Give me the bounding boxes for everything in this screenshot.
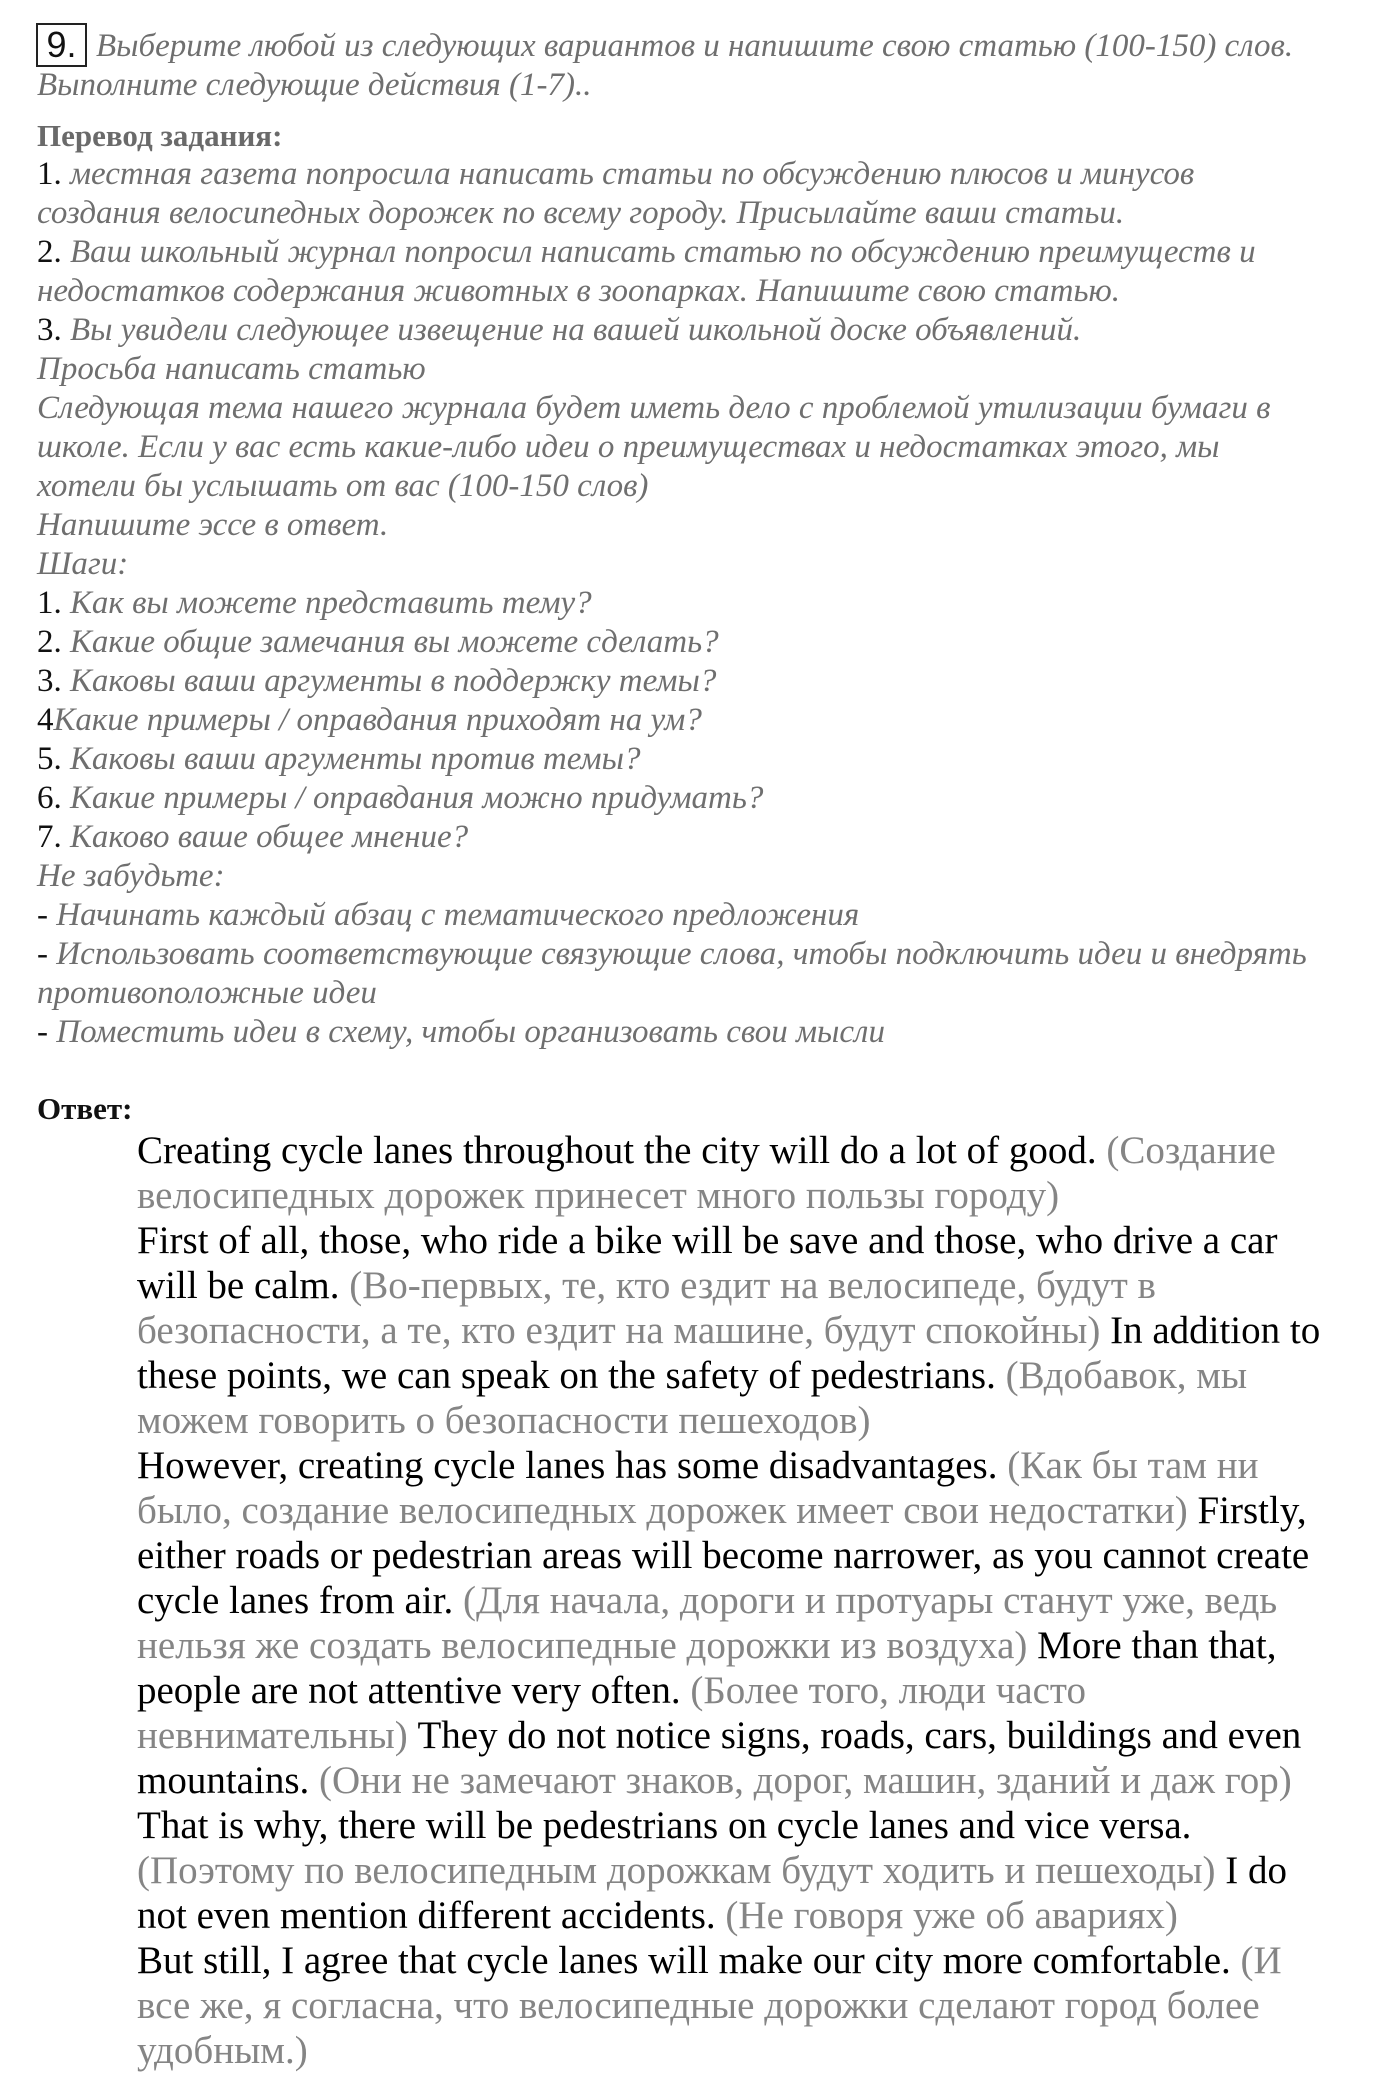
- option-line: [37, 311, 1377, 350]
- english-text: will be calm.: [137, 1264, 340, 1307]
- reminder-dash: -: [37, 897, 48, 933]
- answer-line: [137, 1488, 1377, 1533]
- instruction-line: Выполните следующие действия (1-7)..: [37, 67, 592, 103]
- english-text: That is why, there will be pedestrians on cycle lanes and vice versa.: [137, 1804, 1192, 1847]
- english-text: either roads or pedestrian areas will become narrower, as you cannot create: [137, 1534, 1310, 1577]
- translation-text: (Вдобавок, мы: [1005, 1354, 1248, 1397]
- english-text: Firstly,: [1197, 1489, 1307, 1532]
- notice-text-line: Следующая тема нашего журнала будет иметь дело с проблемой утилизации бумаги в: [37, 390, 1271, 426]
- option-text: Ваш школьный журнал попросил написать статью по обсуждению преимуществ и: [70, 234, 1256, 270]
- reminder-line: [37, 935, 1377, 974]
- step-text: Как вы можете представить тему?: [70, 585, 592, 621]
- translation-text: невнимательны): [137, 1714, 408, 1757]
- instruction-line: Выберите любой из следующих вариантов и напишите свою статью (100-150) слов.: [96, 28, 1294, 64]
- answer-line: [137, 1803, 1377, 1848]
- step-line: [37, 623, 1377, 662]
- option-text: Вы увидели следующее извещение на вашей школьной доске объявлений.: [70, 312, 1082, 348]
- option-line: [37, 233, 1377, 272]
- step-line: [37, 779, 1377, 818]
- step-number: 7.: [37, 819, 62, 855]
- answer-line: [137, 1668, 1377, 1713]
- answer-line: [137, 1173, 1377, 1218]
- reminder-text: Начинать каждый абзац с тематического предложения: [56, 897, 860, 933]
- step-text: Каковы ваши аргументы против темы?: [70, 741, 641, 777]
- option-text: недостатков содержания животных в зоопарках. Напишите свою статью.: [37, 273, 1120, 309]
- translation-text: было, создание велосипедных дорожек имеет свои недостатки): [137, 1489, 1188, 1532]
- answer-line: [137, 1983, 1377, 2028]
- step-number: 2.: [37, 624, 62, 660]
- translation-text: (Во-первых, те, кто ездит на велосипеде, будут в: [349, 1264, 1156, 1307]
- option-line: [37, 155, 1377, 194]
- english-text: mountains.: [137, 1759, 310, 1802]
- answer-section: [137, 1128, 1377, 2073]
- step-text: Какие примеры / оправдания приходят на ум?: [53, 702, 702, 738]
- translation-heading: Перевод задания:: [37, 118, 283, 153]
- option-number: 2.: [37, 234, 62, 270]
- reminder-heading: Не забудьте:: [37, 858, 225, 894]
- answer-line: [137, 1938, 1377, 1983]
- answer-paragraph: [137, 1443, 1377, 1938]
- answer-line: [137, 1848, 1377, 1893]
- answer-line: [137, 1533, 1377, 1578]
- translation-text: (Более того, люди часто: [690, 1669, 1086, 1712]
- option-text: местная газета попросила написать статьи по обсуждению плюсов и минусов: [70, 156, 1195, 192]
- answer-line: [137, 1623, 1377, 1668]
- reminder-text: Использовать соответствующие связующие слова, чтобы подключить идеи и внедрять: [56, 936, 1307, 972]
- answer-paragraph: [137, 1938, 1377, 2073]
- english-text: However, creating cycle lanes has some disadvantages.: [137, 1444, 998, 1487]
- translation-text: (Не говоря уже об авариях): [725, 1894, 1178, 1937]
- translation-text: велосипедных дорожек принесет много пользы городу): [137, 1174, 1060, 1217]
- answer-line: [137, 1398, 1377, 1443]
- answer-line: [137, 1353, 1377, 1398]
- answer-line: [137, 1893, 1377, 1938]
- answer-line: [137, 1443, 1377, 1488]
- english-text: In addition to: [1110, 1309, 1321, 1352]
- notice-text-line: школе. Если у вас есть какие-либо идеи о преимуществах и недостатках этого, мы: [37, 429, 1220, 465]
- english-text: not even mention different accidents.: [137, 1894, 716, 1937]
- reminder-line: [37, 1013, 1377, 1052]
- english-text: First of all, those, who ride a bike will be save and those, who drive a car: [137, 1219, 1278, 1262]
- step-text: Каковы ваши аргументы в поддержку темы?: [70, 663, 717, 699]
- english-text: Creating cycle lanes throughout the city will do a lot of good.: [137, 1129, 1097, 1172]
- translation-text: (Поэтому по велосипедным дорожкам будут ходить и пешеходы): [137, 1849, 1216, 1892]
- option-text: создания велосипедных дорожек по всему городу. Присылайте ваши статьи.: [37, 195, 1125, 231]
- english-text: cycle lanes from air.: [137, 1579, 454, 1622]
- translation-text: (Для начала, дороги и протуары станут уже, ведь: [462, 1579, 1278, 1622]
- step-line: [37, 701, 1377, 740]
- write-prompt: Напишите эссе в ответ.: [37, 507, 389, 543]
- translation-text: все же, я согласна, что велосипедные дорожки сделают город более: [137, 1984, 1260, 2027]
- translation-text: (Создание: [1106, 1129, 1276, 1172]
- reminder-list: [37, 896, 1377, 1052]
- translation-text: (Как бы там ни: [1007, 1444, 1259, 1487]
- translation-text: удобным.): [137, 2029, 308, 2072]
- english-text: I do: [1225, 1849, 1288, 1892]
- answer-line: [137, 1758, 1377, 1803]
- step-number: 5.: [37, 741, 62, 777]
- option-number: 1.: [37, 156, 62, 192]
- english-text: But still, I agree that cycle lanes will make our city more comfortable.: [137, 1939, 1231, 1982]
- answer-line: [137, 1263, 1377, 1308]
- step-line: [37, 662, 1377, 701]
- answer-line: [137, 1578, 1377, 1623]
- answer-line: [137, 1713, 1377, 1758]
- step-number: 6.: [37, 780, 62, 816]
- step-text: Какие общие замечания вы можете сделать?: [70, 624, 719, 660]
- answer-heading: Ответ:: [37, 1091, 133, 1126]
- step-line: [37, 818, 1377, 857]
- notice-text-line: хотели бы услышать от вас (100-150 слов): [37, 468, 649, 504]
- option-item: [37, 155, 1377, 233]
- reminder-text: Поместить идеи в схему, чтобы организовать свои мысли: [56, 1014, 885, 1050]
- english-text: They do not notice signs, roads, cars, buildings and even: [417, 1714, 1302, 1757]
- step-text: Какие примеры / оправдания можно придумать?: [70, 780, 764, 816]
- step-number: 4: [37, 702, 54, 738]
- exercise-number: 9.: [46, 24, 77, 65]
- step-line: [37, 584, 1377, 623]
- notice-title: Просьба написать статью: [37, 351, 426, 387]
- answer-paragraph: [137, 1128, 1377, 1218]
- answer-line: [137, 2028, 1377, 2073]
- answer-line: [137, 1128, 1377, 1173]
- answer-line: [137, 1218, 1377, 1263]
- translation-text: безопасности, а те, кто ездит на машине, будут спокойны): [137, 1309, 1101, 1352]
- english-text: More than that,: [1037, 1624, 1277, 1667]
- english-text: these points, we can speak on the safety of pedestrians.: [137, 1354, 996, 1397]
- steps-list: [37, 584, 1377, 857]
- reminder-text: противоположные идеи: [37, 975, 377, 1011]
- step-text: Каково ваше общее мнение?: [70, 819, 469, 855]
- answer-line: [137, 1308, 1377, 1353]
- reminder-line: [37, 896, 1377, 935]
- task-section: [37, 27, 1377, 1052]
- reminder-dash: -: [37, 1014, 48, 1050]
- english-text: people are not attentive very often.: [137, 1669, 681, 1712]
- option-item: [37, 311, 1377, 350]
- option-item: [37, 233, 1377, 311]
- reminder-dash: -: [37, 936, 48, 972]
- translation-text: (Они не замечают знаков, дорог, машин, зданий и даж гор): [319, 1759, 1292, 1802]
- option-number: 3.: [37, 312, 62, 348]
- answer-paragraph: [137, 1218, 1377, 1443]
- translation-text: (И: [1240, 1939, 1282, 1982]
- translation-text: нельзя же создать велосипедные дорожки из воздуха): [137, 1624, 1028, 1667]
- translation-text: можем говорить о безопасности пешеходов): [137, 1399, 871, 1442]
- step-line: [37, 740, 1377, 779]
- step-number: 3.: [37, 663, 62, 699]
- notice-block: [37, 350, 1377, 506]
- steps-heading: Шаги:: [37, 546, 129, 582]
- step-number: 1.: [37, 585, 62, 621]
